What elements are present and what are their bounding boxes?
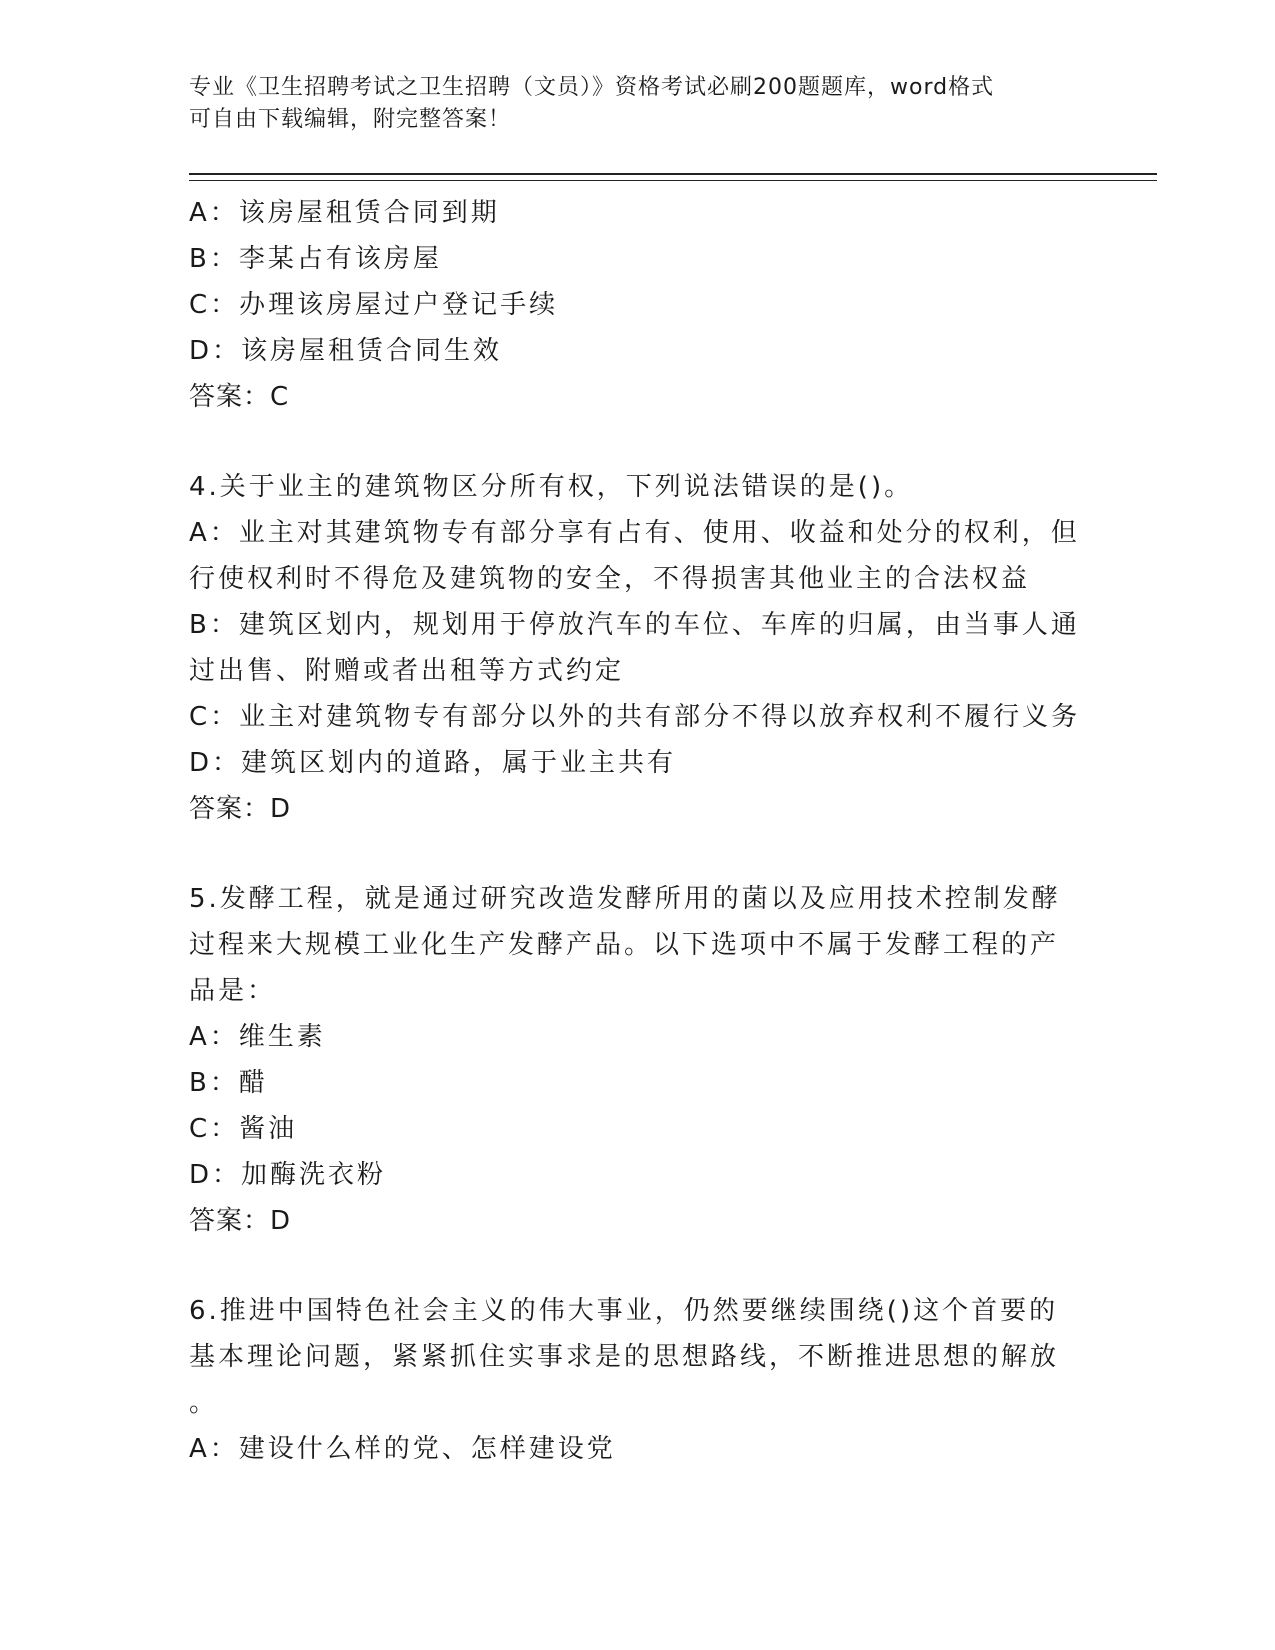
q4-option-a-line-2: 行使权利时不得危及建筑物的安全，不得损害其他业主的合法权益: [189, 564, 1031, 594]
spacer: [189, 1244, 1089, 1288]
q6-stem-line-1: 6.推进中国特色社会主义的伟大事业，仍然要继续围绕()这个首要的: [189, 1296, 1059, 1326]
question-5: [189, 876, 1089, 1244]
q6-stem-line-2: 基本理论问题，紧紧抓住实事求是的思想路线，不断推进思想的解放: [189, 1342, 1060, 1372]
q5-stem-line-1: 5.发酵工程，就是通过研究改造发酵所用的菌以及应用技术控制发酵: [189, 884, 1061, 914]
header-line-1: 专业《卫生招聘考试之卫生招聘（文员）》资格考试必刷200题题库，word格式: [189, 75, 995, 100]
q3-option-d: D：该房屋租赁合同生效: [189, 336, 503, 366]
q5-answer: 答案：D: [189, 1206, 292, 1236]
header-line-2: 可自由下载编辑，附完整答案！: [189, 107, 512, 132]
q6-stem-line-3: 。: [189, 1388, 219, 1418]
q4-option-b-line-2: 过出售、附赠或者出租等方式约定: [189, 656, 625, 686]
q4-option-d: D：建筑区划内的道路，属于业主共有: [189, 748, 677, 778]
q5-option-a: A：维生素: [189, 1022, 326, 1052]
q5-option-d: D：加酶洗衣粉: [189, 1160, 387, 1190]
spacer: [189, 420, 1089, 464]
q4-stem: 4.关于业主的建筑物区分所有权，下列说法错误的是()。: [189, 472, 914, 502]
q3-option-c: C：办理该房屋过户登记手续: [189, 290, 559, 320]
spacer: [189, 832, 1089, 876]
q4-option-a-line-1: A：业主对其建筑物专有部分享有占有、使用、收益和处分的权利，但: [189, 518, 1080, 548]
question-6: [189, 1288, 1089, 1472]
q3-option-b: B：李某占有该房屋: [189, 244, 442, 274]
q3-option-a: A：该房屋租赁合同到期: [189, 198, 500, 228]
q4-answer: 答案：D: [189, 794, 292, 824]
question-3: [189, 190, 1089, 420]
q5-stem-line-3: 品是：: [189, 976, 277, 1006]
q5-option-b: B：醋: [189, 1068, 268, 1098]
header-divider-thick: [189, 173, 1157, 175]
q5-stem-line-2: 过程来大规模工业化生产发酵产品。以下选项中不属于发酵工程的产: [189, 930, 1060, 960]
header-divider-thin: [189, 180, 1157, 181]
q3-answer: 答案：C: [189, 382, 290, 412]
document-header: [189, 72, 1069, 136]
q5-option-c: C：酱油: [189, 1114, 298, 1144]
q4-option-b-line-1: B：建筑区划内，规划用于停放汽车的车位、车库的归属，由当事人通: [189, 610, 1080, 640]
question-4: [189, 464, 1089, 832]
q4-option-c: C：业主对建筑物专有部分以外的共有部分不得以放弃权利不履行义务: [189, 702, 1081, 732]
question-content: [189, 190, 1089, 1472]
q6-option-a: A：建设什么样的党、怎样建设党: [189, 1434, 616, 1464]
